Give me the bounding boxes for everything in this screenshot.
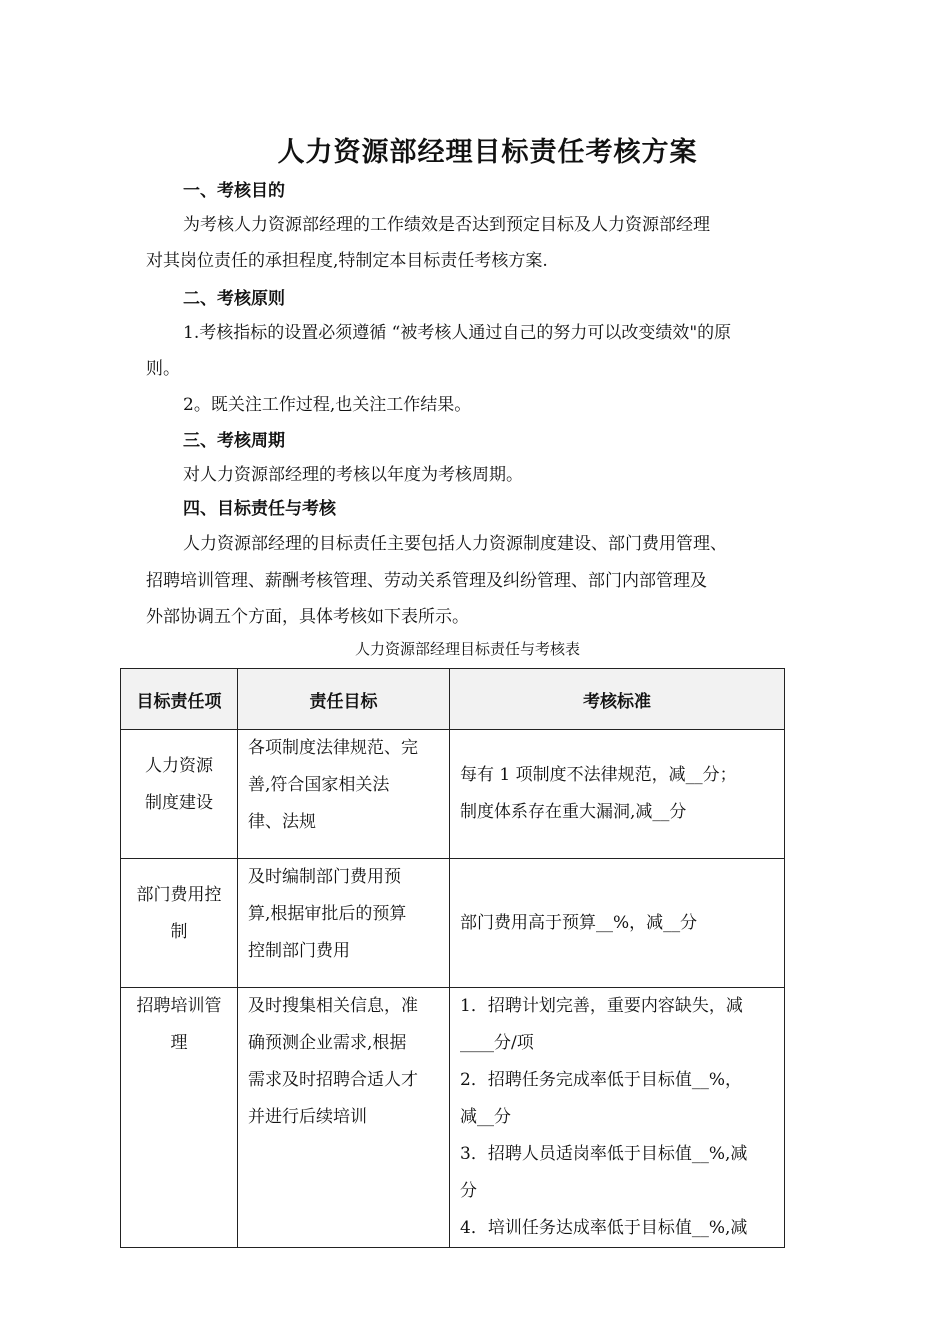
cell-line: 减__分: [460, 1107, 511, 1127]
cell-line: 律、法规: [248, 812, 316, 832]
section-heading-principles: 二、考核原则: [183, 289, 285, 309]
table-row: [121, 988, 785, 1248]
section-heading-purpose: 一、考核目的: [183, 181, 285, 201]
paragraph-line: 外部协调五个方面，具体考核如下表所示。: [146, 607, 469, 627]
cell-line: 制度建设: [145, 793, 213, 813]
cell-line: 并进行后续培训: [248, 1107, 367, 1127]
cell-line: 制: [170, 922, 188, 942]
cell-line: 2．招聘任务完成率低于目标值__%，: [460, 1070, 742, 1090]
section-heading-period: 三、考核周期: [183, 431, 285, 451]
cell-line: ____分/项: [460, 1033, 534, 1053]
cell-line: 分: [460, 1181, 477, 1201]
standard-cell: [450, 859, 785, 988]
item-cell: [121, 859, 238, 988]
section-heading-responsibility: 四、目标责任与考核: [183, 499, 336, 519]
table-header-row: [121, 669, 785, 730]
document-title: 人力资源部经理目标责任考核方案: [277, 137, 698, 168]
standard-cell: [450, 988, 785, 1248]
cell-line: 1．招聘计划完善，重要内容缺失，减: [460, 996, 743, 1016]
paragraph-line: 招聘培训管理、薪酬考核管理、劳动关系管理及纠纷管理、部门内部管理及: [146, 571, 707, 591]
paragraph-line: 对其岗位责任的承担程度,特制定本目标责任考核方案.: [146, 251, 548, 271]
paragraph-line: 人力资源部经理的目标责任主要包括人力资源制度建设、部门费用管理、: [183, 534, 727, 554]
cell-line: 3．招聘人员适岗率低于目标值__%,减: [460, 1144, 748, 1164]
paragraph-line: 对人力资源部经理的考核以年度为考核周期。: [183, 465, 523, 485]
paragraph-line: 则。: [146, 359, 180, 379]
cell-line: 部门费用控: [136, 885, 222, 905]
cell-line: 控制部门费用: [248, 941, 350, 961]
goal-cell: [238, 988, 450, 1248]
column-header-standard: 考核标准: [450, 669, 785, 730]
paragraph-line: 2。既关注工作过程,也关注工作结果。: [183, 395, 472, 415]
cell-line: 人力资源: [145, 756, 213, 776]
table-row: [121, 859, 785, 988]
cell-line: 确预测企业需求,根据: [248, 1033, 407, 1053]
cell-line: 4．培训任务达成率低于目标值__%,减: [460, 1218, 748, 1238]
paragraph-line: 为考核人力资源部经理的工作绩效是否达到预定目标及人力资源部经理: [183, 215, 710, 235]
cell-line: 算,根据审批后的预算: [248, 904, 407, 924]
cell-line: 理: [170, 1033, 188, 1053]
paragraph-line: 1.考核指标的设置必须遵循 “被考核人通过自己的努力可以改变绩效"的原: [183, 323, 732, 343]
cell-line: 制度体系存在重大漏洞,减__分: [460, 802, 687, 822]
goal-cell: [238, 730, 450, 859]
column-header-item: 目标责任项: [121, 669, 238, 730]
cell-line: 每有 1 项制度不法律规范，减__分；: [460, 765, 737, 785]
item-cell: [121, 730, 238, 859]
cell-line: 及时编制部门费用预: [248, 867, 401, 887]
item-cell: [121, 988, 238, 1248]
cell-line: 招聘培训管: [136, 996, 222, 1016]
cell-line: 需求及时招聘合适人才: [248, 1070, 418, 1090]
table-caption: 人力资源部经理目标责任与考核表: [354, 640, 580, 658]
goal-cell: [238, 859, 450, 988]
cell-line: 部门费用高于预算__%，减__分: [460, 912, 698, 933]
standard-cell: [450, 730, 785, 859]
cell-line: 善,符合国家相关法: [248, 775, 390, 795]
table-row: [121, 730, 785, 859]
column-header-goal: 责任目标: [238, 669, 450, 730]
assessment-table: [120, 668, 785, 1248]
cell-line: 及时搜集相关信息，准: [248, 996, 418, 1016]
cell-line: 各项制度法律规范、完: [248, 738, 418, 758]
